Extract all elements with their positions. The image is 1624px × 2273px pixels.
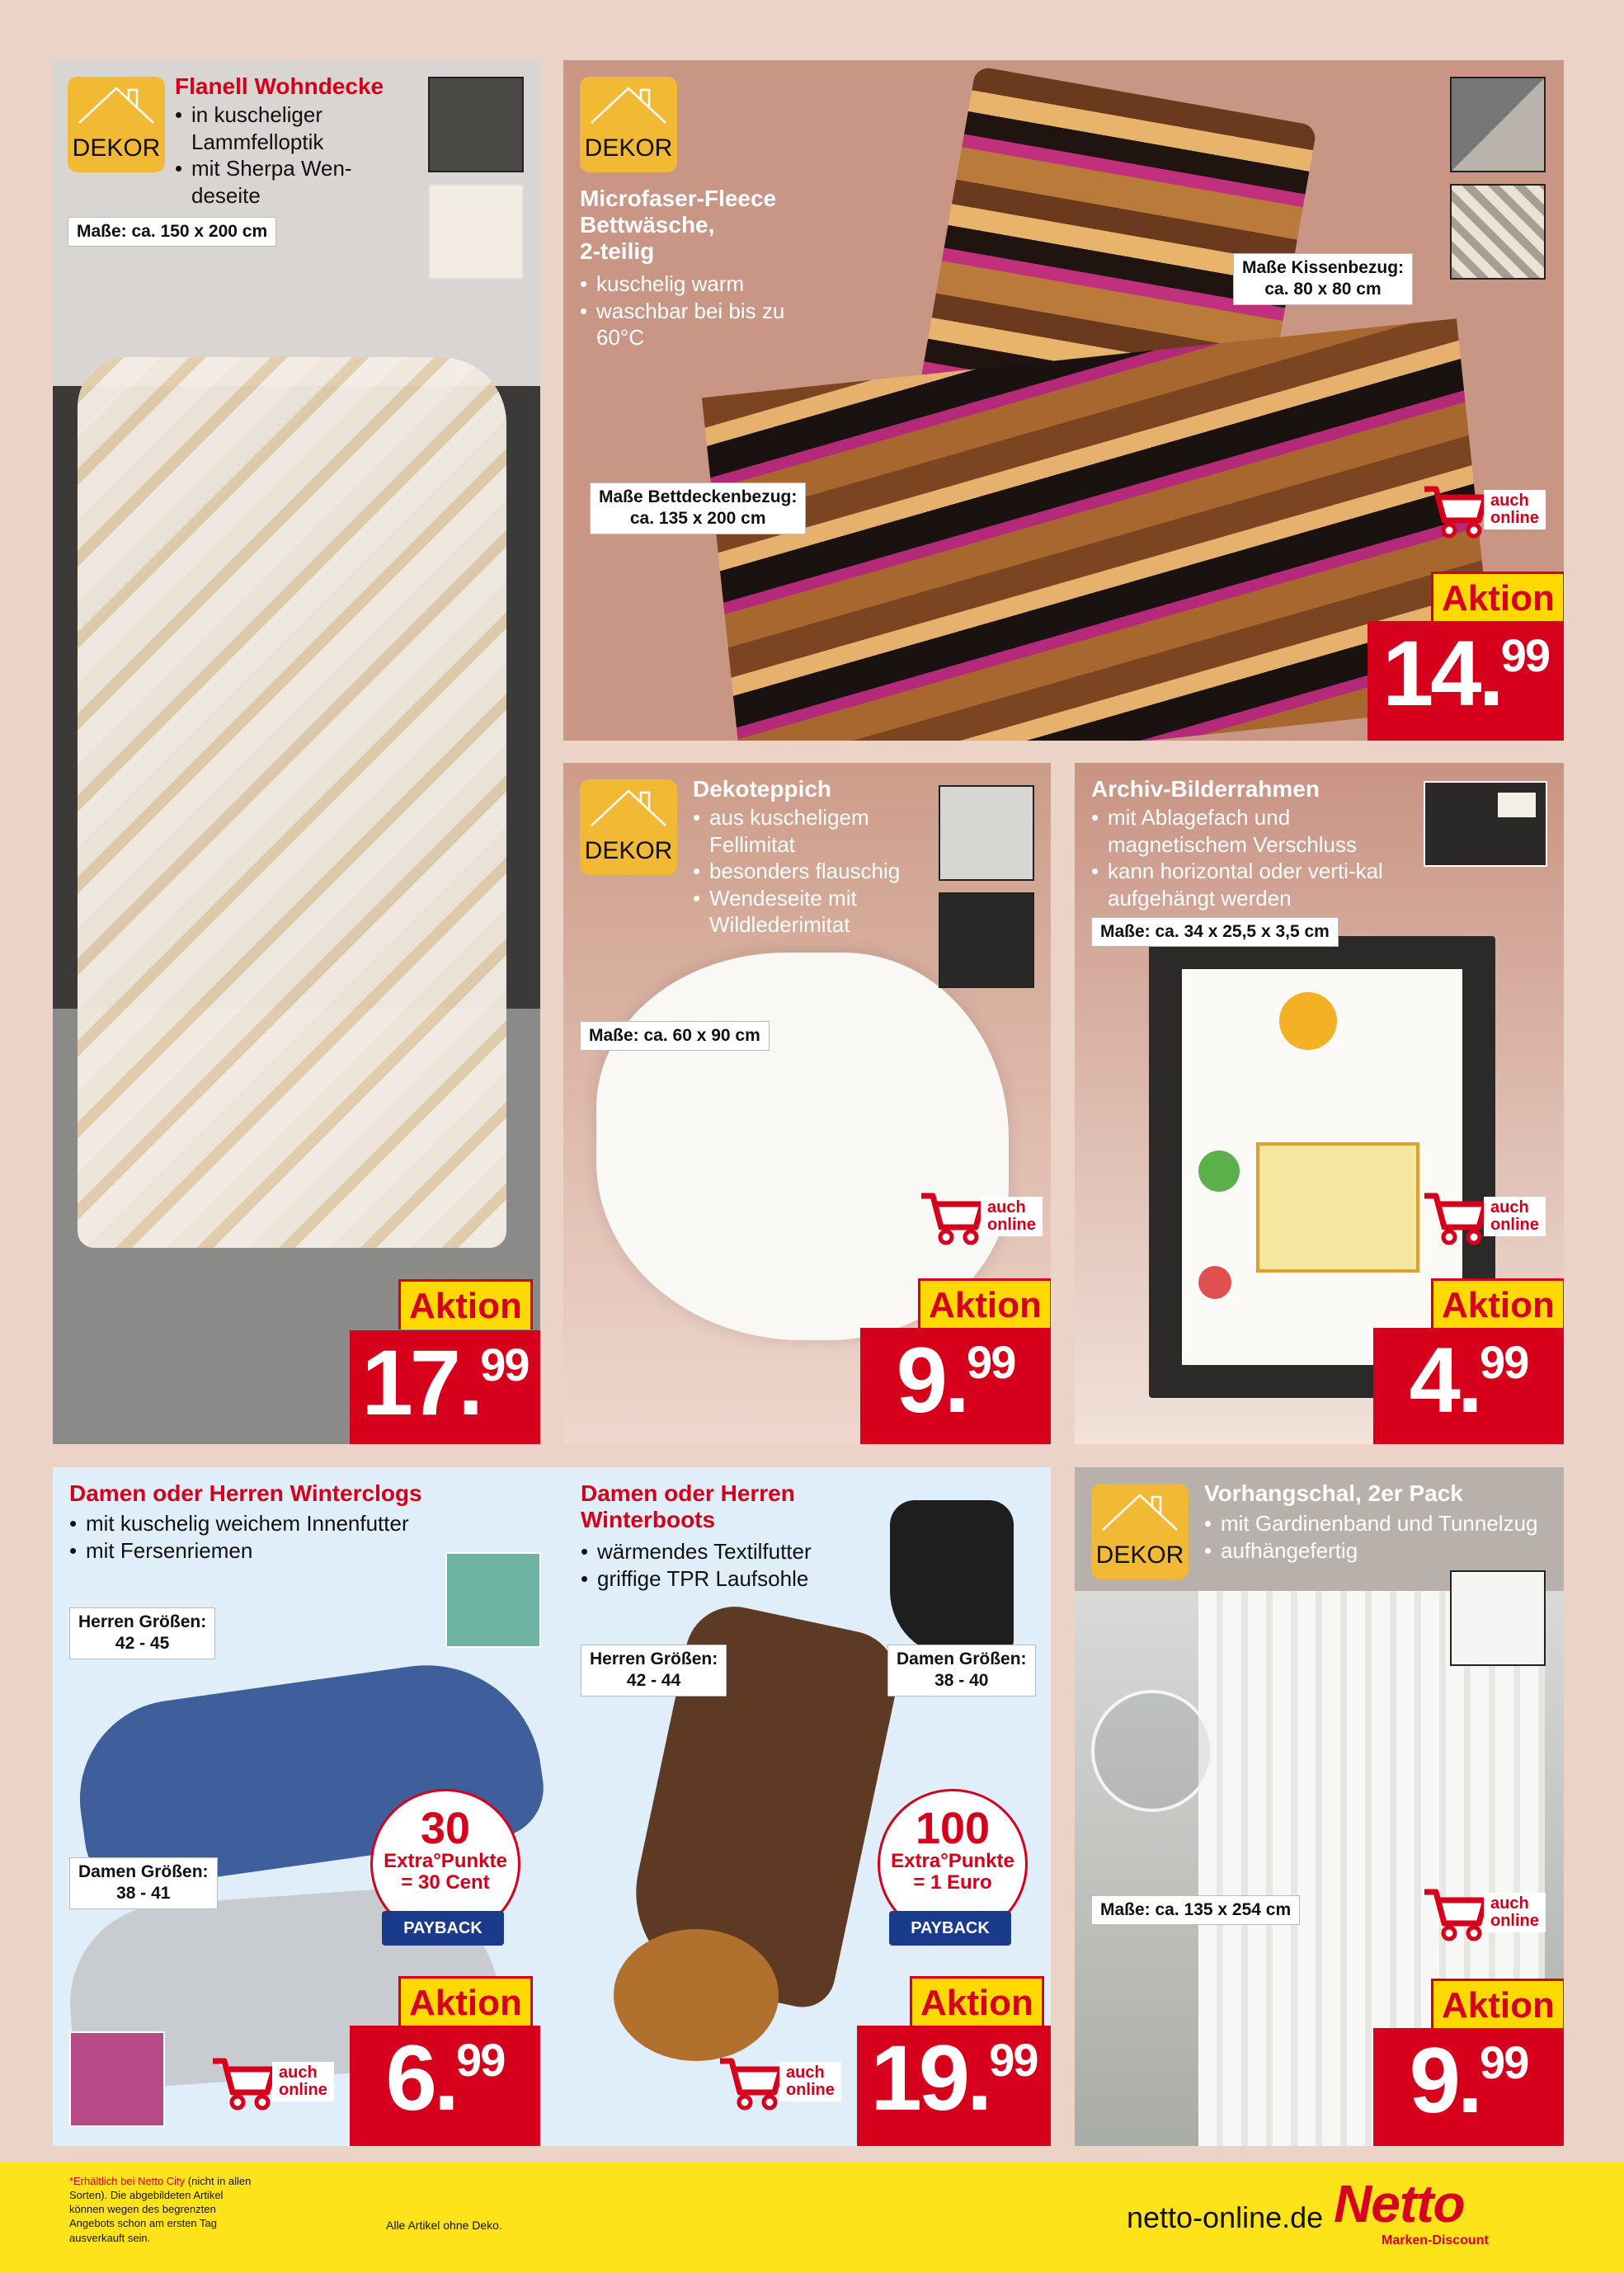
price-tag [1373,2028,1564,2146]
price-tag-boots [857,2026,1051,2146]
aktion-label: Aktion [398,1279,533,1329]
online-label [1484,490,1546,529]
feature-item: • besonders flauschig [693,858,916,885]
online-line: online [279,2081,327,2099]
size-line: 42 - 44 [626,1671,681,1691]
product-title: Dekoteppich [693,776,832,802]
online-link[interactable] [918,1188,1043,1245]
dekor-label: DEKOR [72,134,161,162]
house-roof-icon [590,786,667,829]
price-cents: 99 [456,2034,505,2086]
feature-item: • mit Gardinenband und Tunnelzug [1204,1510,1559,1537]
product-card-footwear[interactable] [53,1467,1051,2146]
dim-line: ca. 80 x 80 cm [1264,280,1382,299]
feature-item: • mit Sherpa Wen-deseite [175,155,381,209]
dekor-badge [580,779,677,875]
disclaimer-highlight: *Erhältlich bei Netto City [69,2175,186,2187]
dimensions-label: Maße: ca. 150 x 200 cm [68,217,276,247]
aktion-label-boots: Aktion [910,1976,1044,2026]
online-line: auch [987,1198,1026,1217]
aktion-label: Aktion [1431,572,1564,622]
online-link[interactable] [1421,1884,1546,1941]
title-line: Winterboots [581,1507,716,1533]
price-main: 4. [1409,1329,1480,1432]
online-line: online [1490,1216,1539,1234]
price-cents: 99 [1480,1336,1528,1388]
drawing-image [1182,969,1462,1365]
price-cents: 99 [967,1336,1015,1388]
feature-item: • mit kuschelig weichem Innenfutter [69,1510,498,1537]
feature-item: • mit Ablagefach und magnetischem Verschluss [1091,804,1388,858]
product-features [693,804,916,939]
size-line: Damen Größen: [897,1649,1027,1668]
product-card-flanell[interactable] [53,60,540,1444]
online-line: online [1490,1912,1539,1930]
online-label [1484,1197,1546,1236]
dim-line: Maße Kissenbezug: [1242,258,1405,277]
product-features [175,101,381,209]
aktion-label: Aktion [918,1278,1051,1329]
dekor-label: DEKOR [584,134,673,162]
online-line: auch [1490,1198,1529,1217]
shopping-cart-icon [918,1188,986,1245]
online-label [1484,1893,1546,1932]
feature-item: • kann horizontal oder verti-kal aufgehängt werden [1091,858,1388,911]
payback-text: Extra°Punkte [384,1850,507,1872]
product-features [1204,1510,1559,1564]
product-title-boots [581,1480,795,1533]
payback-points: 30 [420,1804,471,1853]
product-features-clogs [69,1510,498,1564]
price-main: 9. [1409,2029,1480,2132]
product-features [1091,804,1388,911]
boot-black-image [890,1500,1014,1657]
product-card-bilderrahmen[interactable] [1075,763,1564,1444]
disclaimer-text: (nicht in allen Sorten). Die abgebildeten Artikel können wegen des begrenzten Angebots schon am ersten Tag ausverkauft sein. [69,2175,252,2244]
price-tag [350,1330,540,1444]
color-swatch-white[interactable] [1450,1570,1546,1666]
feature-item: • Wendeseite mit Wildlederimitat [693,885,916,939]
product-features-boots [581,1538,878,1592]
size-line: 38 - 41 [116,1884,171,1904]
size-line: 38 - 40 [934,1671,989,1691]
title-line: 2-teilig [580,238,655,265]
boot-sole-image [614,1929,779,2061]
product-features [580,271,786,351]
online-line: online [1490,509,1539,527]
color-swatch-grey[interactable] [1450,77,1546,172]
dimensions-pillow [1233,253,1413,305]
product-title: Vorhangschal, 2er Pack [1204,1480,1463,1506]
color-swatch-cream[interactable] [428,184,524,280]
online-label [779,2062,841,2101]
footer-disclaimer [69,2174,259,2245]
footer-bar [0,2162,1624,2273]
aktion-label-clogs: Aktion [398,1976,533,2026]
online-line: auch [279,2064,318,2082]
shopping-cart-icon [717,2053,784,2111]
title-line: Bettwäsche, [580,212,715,238]
payback-badge-clogs [370,1789,519,1970]
price-tag [1367,621,1564,741]
price-cents: 99 [1500,629,1549,681]
price-main: 14. [1382,622,1501,725]
size-line: Herren Größen: [590,1649,718,1668]
feature-item: • wärmendes Textilfutter [581,1538,878,1565]
payback-logo: PAYBACK [889,1911,1011,1946]
size-line: 42 - 45 [115,1634,170,1654]
sizes-herren-boots [581,1645,727,1697]
shopping-cart-icon [1421,1884,1489,1941]
price-main: 9. [896,1329,967,1432]
netto-logo[interactable] [1334,2174,1507,2260]
payback-text: = 30 Cent [401,1871,490,1894]
price-cents: 99 [480,1339,529,1391]
online-link[interactable] [209,2053,334,2111]
online-link[interactable] [1421,1188,1546,1245]
payback-badge-boots [878,1789,1026,1970]
price-tag [860,1328,1051,1444]
payback-text: Extra°Punkte [891,1850,1014,1872]
color-swatch-dark[interactable] [428,77,524,172]
dekor-badge [580,77,677,172]
footer-note: Alle Artikel ohne Deko. [386,2219,502,2232]
shopping-cart-icon [1421,1188,1489,1245]
color-swatch-black[interactable] [939,892,1034,988]
feature-item: • mit Fersenriemen [69,1537,498,1565]
price-main: 17. [361,1331,481,1434]
house-roof-icon [78,83,155,126]
sizes-damen-boots [887,1645,1036,1697]
product-title [580,186,776,266]
dimensions-duvet [590,482,806,534]
dekor-badge [68,77,165,172]
online-line: auch [1490,492,1529,510]
online-line: online [987,1216,1036,1234]
feature-item: • griffige TPR Laufsohle [581,1565,878,1593]
online-line: auch [786,2064,825,2082]
dim-line: Maße Bettdeckenbezug: [599,487,798,506]
product-title: Flanell Wohndecke [175,73,384,99]
feature-item: • in kuscheliger Lammfelloptik [175,101,381,155]
dekor-label: DEKOR [1095,1541,1184,1569]
online-link[interactable] [1421,481,1546,539]
feature-item: • aus kuscheligem Fellimitat [693,804,916,858]
product-title-clogs: Damen oder Herren Winterclogs [69,1480,422,1506]
online-label [272,2062,334,2101]
dimensions-label: Maße: ca. 34 x 25,5 x 3,5 cm [1091,917,1339,947]
price-cents: 99 [989,2034,1038,2086]
website-link[interactable]: netto-online.de [1127,2200,1324,2234]
sizes-herren-clogs [69,1607,215,1659]
title-line: Damen oder Herren [581,1480,795,1506]
house-roof-icon [590,83,667,126]
shopping-cart-icon [209,2053,277,2111]
sizes-damen-clogs [69,1857,218,1909]
netto-logo-text: Netto [1334,2174,1465,2233]
online-label [981,1197,1043,1236]
color-swatch-mint[interactable] [445,1552,541,1648]
dimensions-label: Maße: ca. 135 x 254 cm [1091,1895,1300,1925]
curtain-ring-image [1091,1690,1213,1812]
product-title: Archiv-Bilderrahmen [1091,776,1320,802]
dekor-badge [1091,1484,1189,1579]
size-line: Herren Größen: [78,1612,207,1631]
price-main: 6. [385,2026,457,2129]
frame-detail-image [1424,781,1547,867]
aktion-label: Aktion [1431,1278,1564,1329]
dekor-label: DEKOR [584,837,673,864]
price-tag-clogs [350,2026,540,2146]
price-main: 19. [870,2026,990,2129]
online-line: online [786,2081,835,2099]
color-swatch-pattern[interactable] [1450,184,1546,280]
netto-logo-subtitle: Marken-Discount [1382,2233,1489,2247]
blanket-image [78,357,506,1248]
payback-text: = 1 Euro [913,1871,992,1894]
dim-line: ca. 135 x 200 cm [629,509,766,529]
feature-item: • kuschelig warm [580,271,786,298]
feature-item: • aufhängefertig [1204,1537,1559,1565]
shopping-cart-icon [1421,481,1489,539]
product-card-bettwaesche[interactable] [563,60,1564,741]
product-card-vorhang[interactable] [1075,1467,1564,2146]
online-line: auch [1490,1894,1529,1913]
price-cents: 99 [1480,2036,1528,2088]
online-link[interactable] [717,2053,841,2111]
size-line: Damen Größen: [78,1862,209,1881]
feature-item: • waschbar bei bis zu 60°C [580,298,786,351]
dimensions-label: Maße: ca. 60 x 90 cm [580,1021,770,1051]
house-roof-icon [1101,1490,1179,1533]
color-swatch-pink[interactable] [69,2031,165,2127]
payback-logo: PAYBACK [382,1911,504,1946]
price-tag [1373,1328,1564,1444]
product-card-dekoteppich[interactable] [563,763,1051,1444]
color-swatch-light[interactable] [939,785,1034,881]
payback-points: 100 [915,1804,991,1853]
aktion-label: Aktion [1431,1979,1564,2029]
title-line: Microfaser-Fleece [580,186,777,211]
